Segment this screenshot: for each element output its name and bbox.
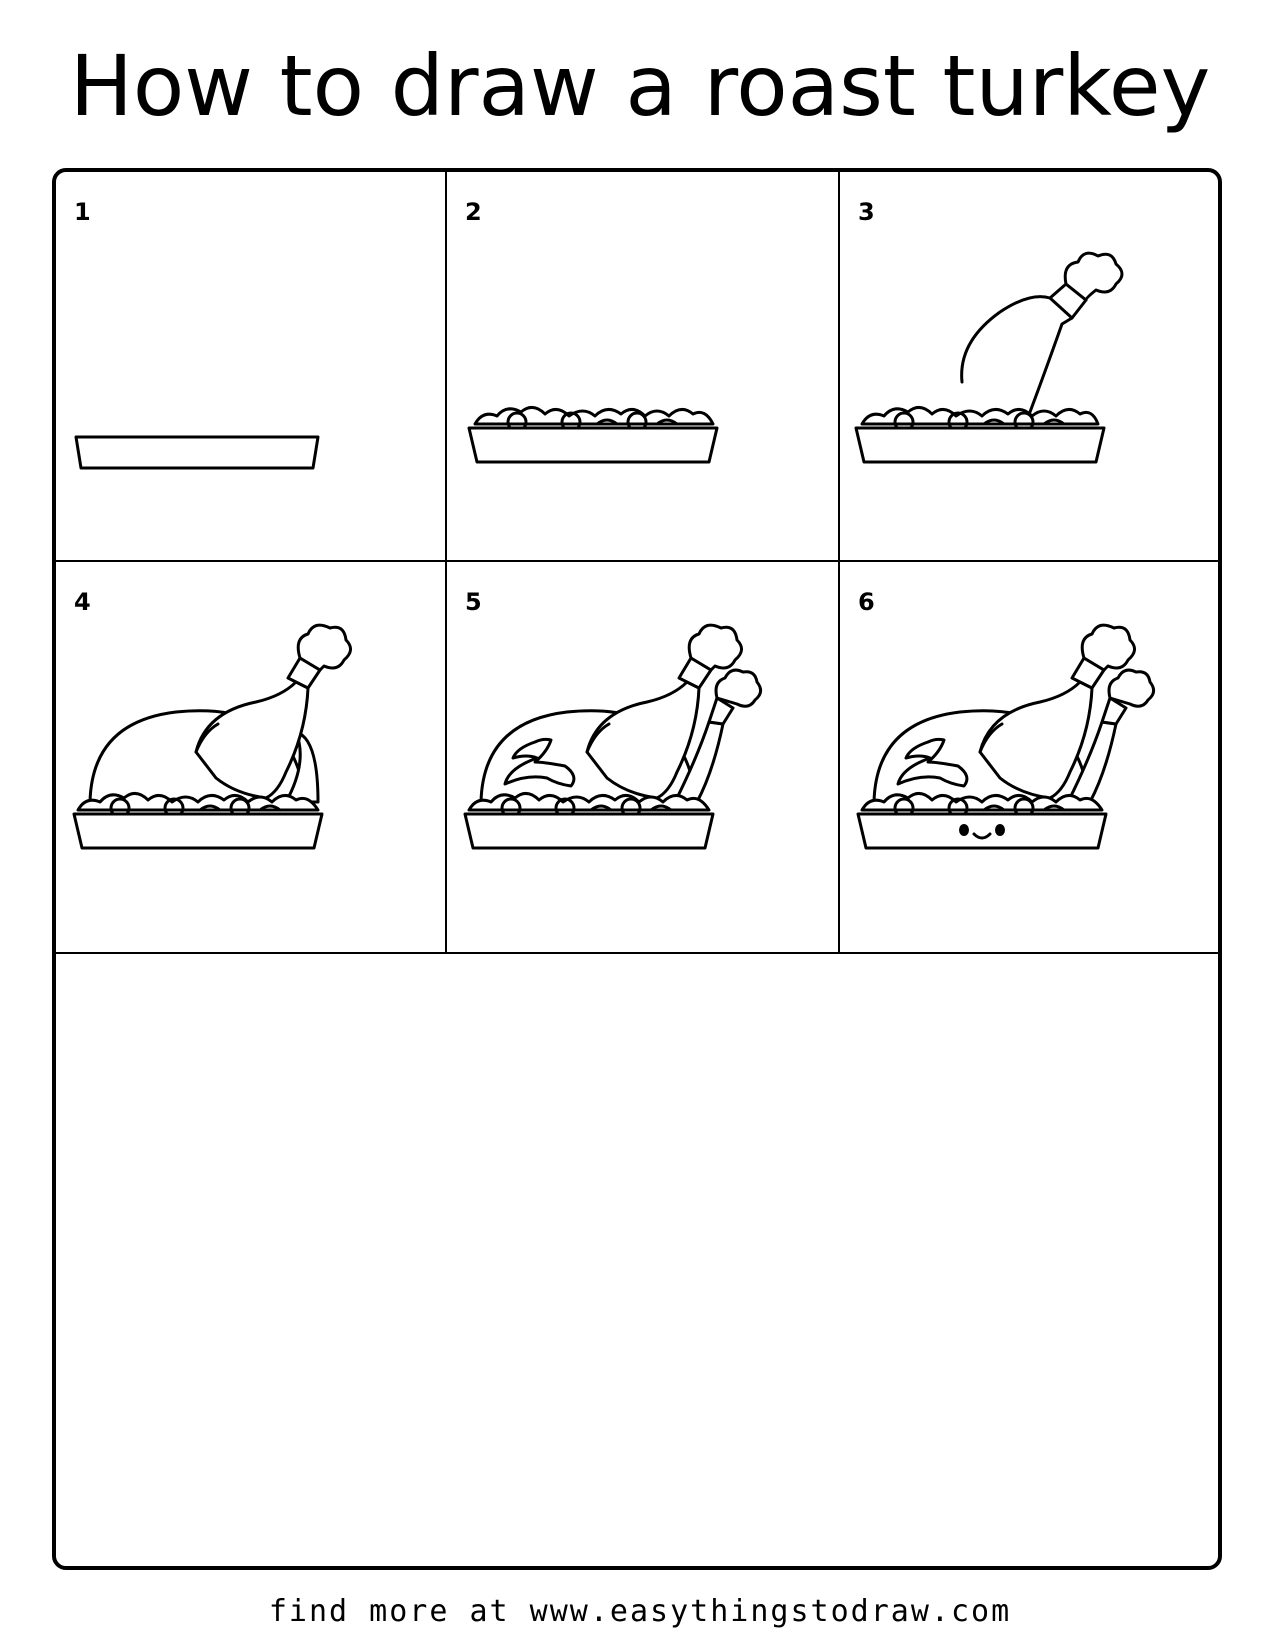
step-panel-4 <box>56 562 445 952</box>
step-number: 6 <box>858 588 875 616</box>
footer-credit: find more at www.easythingstodraw.com <box>268 1594 1012 1629</box>
practice-drawing-area[interactable] <box>56 954 1218 1566</box>
turkey-body-drawing <box>56 562 445 952</box>
step-number: 2 <box>465 198 482 226</box>
step-panel-6 <box>840 562 1218 952</box>
step-panel-5 <box>447 562 838 952</box>
pan-with-stuffing-drawing <box>447 172 838 560</box>
finished-turkey-drawing <box>840 562 1218 952</box>
page-title: How to draw a roast turkey <box>69 37 1211 135</box>
turkey-with-wing-drawing <box>447 562 838 952</box>
step-panel-3 <box>840 172 1218 560</box>
turkey-leg-outline-drawing <box>840 172 1218 560</box>
roasting-pan-drawing <box>56 172 445 560</box>
step-number: 1 <box>74 198 91 226</box>
worksheet-frame <box>52 168 1222 1570</box>
step-number: 5 <box>465 588 482 616</box>
step-number: 3 <box>858 198 875 226</box>
step-panel-2 <box>447 172 838 560</box>
step-panel-1 <box>56 172 445 560</box>
step-number: 4 <box>74 588 91 616</box>
